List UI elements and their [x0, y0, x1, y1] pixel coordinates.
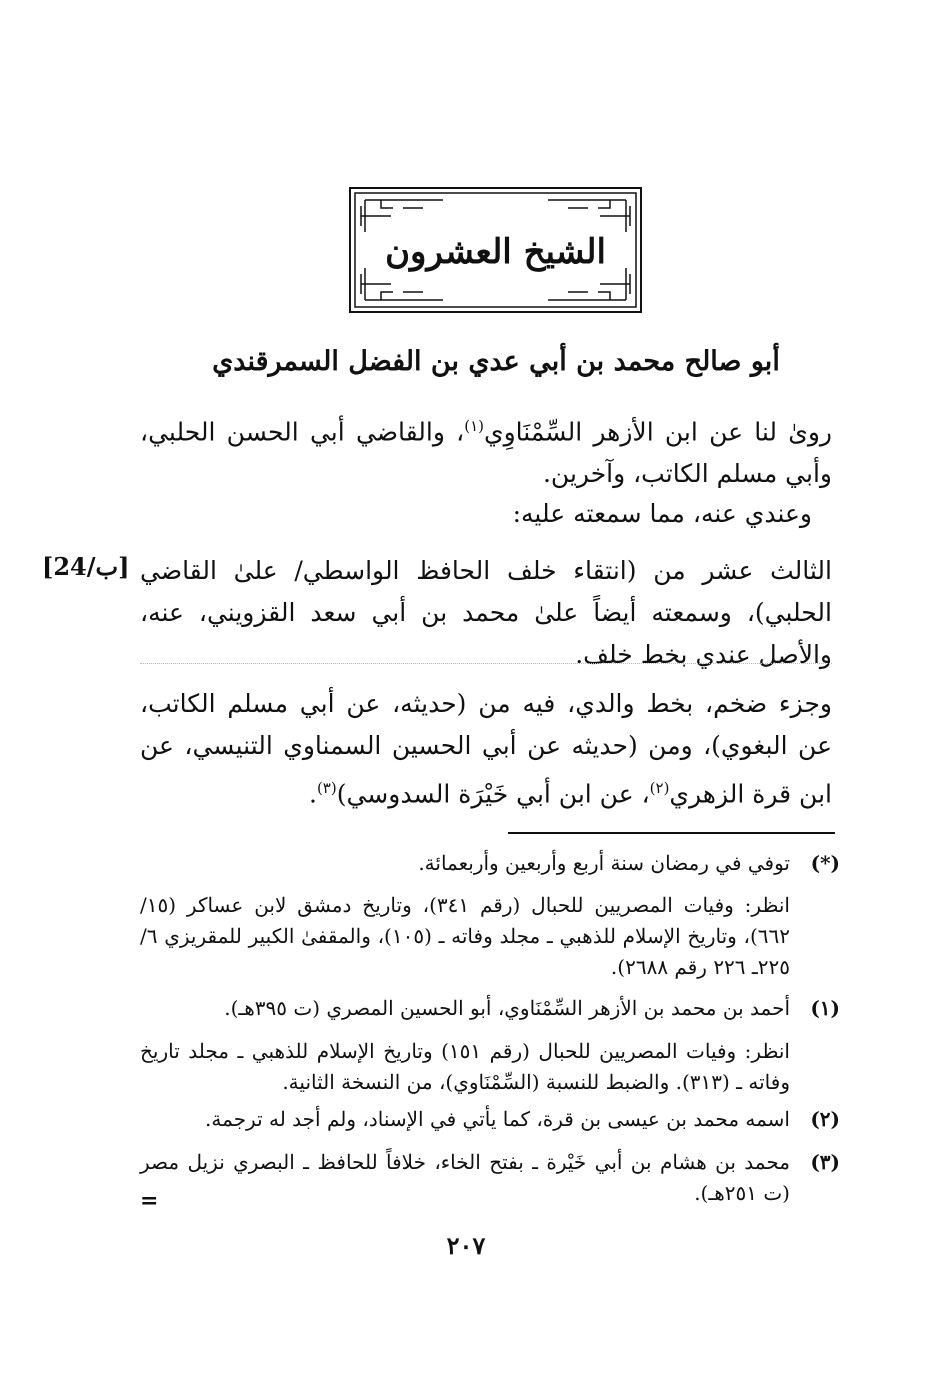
- footnote-star-sources: [140, 890, 840, 983]
- footnote-text: توفي في رمضان سنة أربع وأربعين وأربعمائة.: [418, 851, 790, 875]
- divider: [140, 663, 832, 664]
- paragraph-text: .: [308, 779, 317, 809]
- paragraph-heard: وعندي عنه، مما سمعته عليه:: [512, 499, 812, 528]
- paragraph-text: ، عن ابن أبي خَيْرَة السدوسي): [336, 779, 650, 809]
- chapter-title: الشيخ العشرون: [385, 232, 606, 272]
- footnote-3: [140, 1147, 840, 1209]
- footnote-marker: (١): [810, 996, 840, 1020]
- footnote-marker: (*): [810, 851, 840, 875]
- footnote-1: [140, 993, 840, 1024]
- footnote-text: اسمه محمد بن عيسى بن قرة، كما يأتي في الإسناد، ولم أجد له ترجمة.: [205, 1107, 790, 1131]
- footnote-2: [140, 1104, 840, 1135]
- footnote-marker: (٢): [810, 1107, 840, 1131]
- footnote-ref-1[interactable]: (١): [464, 417, 485, 435]
- footnote-star: [140, 848, 840, 879]
- paragraph-text: روىٰ لنا عن ابن الأزهر السِّمْنَاوِي: [484, 417, 832, 447]
- paragraph-volume: [140, 683, 832, 815]
- paragraph-text: وجزء ضخم، بخط والدي، فيه من (حديثه، عن أبي مسلم الكاتب، عن البغوي)، ومن (حديثه عن أبي الحسين السمناوي التنيسي، عن ابن قرة الزهري: [140, 689, 832, 809]
- footnote-ref-3[interactable]: (٣): [316, 779, 337, 797]
- footnote-text: انظر: وفيات المصريين للحبال (رقم ١٥١) وتاريخ الإسلام للذهبي ـ مجلد تاريخ وفاته ـ (٣١٣). والضبط للنسبة (السِّمْنَاوي)، من النسخة الثانية.: [140, 1039, 790, 1094]
- paragraph-text: ، والقاضي أبي الحسن الحلبي، وأبي مسلم الكاتب، وآخرين.: [140, 417, 832, 489]
- continuation-mark: =: [140, 1188, 159, 1214]
- footnote-rule: [508, 832, 835, 834]
- name-heading: أبو صالح محمد بن أبي عدي بن الفضل السمرقندي: [212, 346, 780, 377]
- paragraph-thirteenth: الثالث عشر من (انتقاء خلف الحافظ الواسطي/ علىٰ القاضي الحلبي)، وسمعته أيضاً علىٰ محمد بن أبي سعد القزويني، عنه، والأصل عندي بخط خلف.: [140, 556, 832, 669]
- footnote-text: أحمد بن محمد بن الأزهر السِّمْنَاوي، أبو الحسين المصري (ت ٣٩٥هـ).: [224, 996, 790, 1020]
- footnote-text: انظر: وفيات المصريين للحبال (رقم ٣٤١)، وتاريخ دمشق لابن عساكر (١٥/ ٦٦٢)، وتاريخ الإسلام للذهبي ـ مجلد وفاته ـ (١٠٥)، والمقفىٰ الكبير للمقريزي ٦/ ٢٢٥ـ ٢٢٦ رقم ٢٦٨٨).: [140, 893, 791, 979]
- folio-margin-ref: [24/ب]: [42, 552, 130, 581]
- footnote-1-sources: [140, 1036, 840, 1098]
- footnote-ref-2[interactable]: (٢): [649, 779, 670, 797]
- paragraph-narration: [140, 405, 832, 495]
- footnote-marker: (٣): [810, 1150, 840, 1174]
- page-number: ٢٠٧: [446, 1231, 486, 1260]
- footnote-text: محمد بن هشام بن أبي خَيْرة ـ بفتح الخاء، خلافاً للحافظ ـ البصري نزيل مصر (ت ٢٥١هـ).: [140, 1150, 790, 1205]
